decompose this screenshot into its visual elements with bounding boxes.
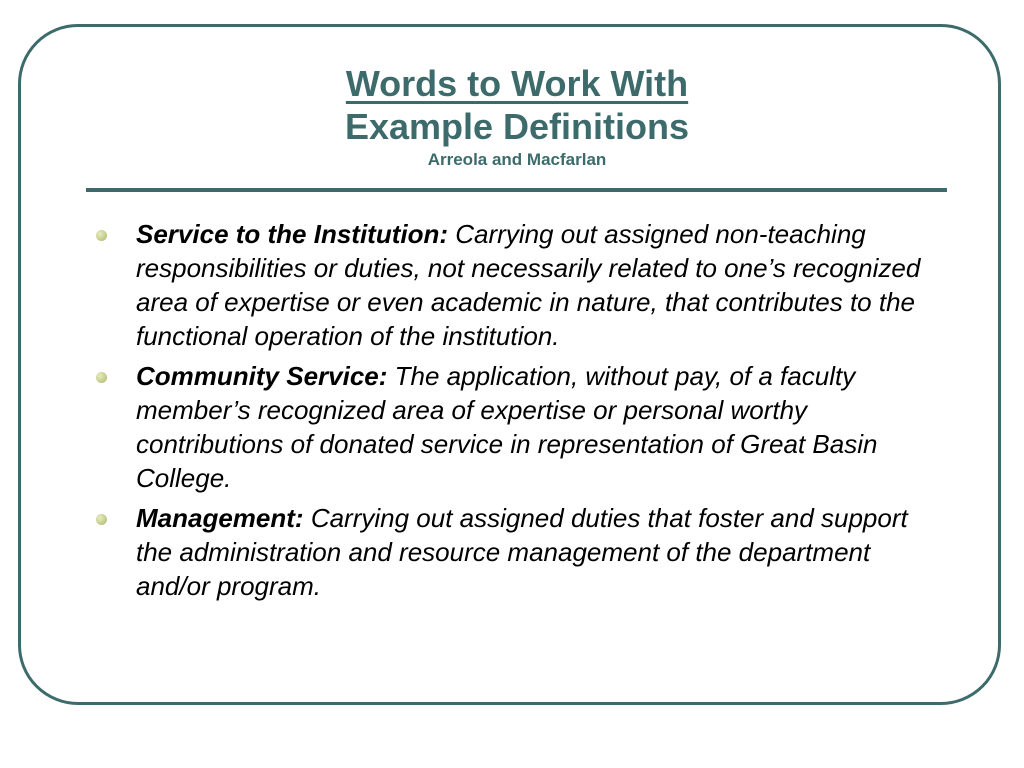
slide-attribution: Arreola and Macfarlan [427, 150, 607, 169]
slide-title: Words to Work With [345, 63, 689, 104]
title-block [0, 62, 1024, 172]
definition-item [96, 359, 946, 495]
definition-text: Carrying out assigned non-teaching responsibilities or duties, not necessarily related to one’s recognized area of expertise or even academic in nature, that contributes to the functional operation of the institution. [136, 219, 921, 351]
definition-item [96, 501, 946, 603]
definition-text: Carrying out assigned duties that foster and support the administration and resource management of the department and/or program. [136, 503, 908, 601]
definition-item [96, 217, 946, 353]
bullet-dot-icon [96, 230, 107, 241]
slide-subtitle: Example Definitions [344, 106, 690, 147]
title-divider [86, 188, 947, 192]
bullet-dot-icon [96, 514, 107, 525]
definition-text: The application, without pay, of a faculty member’s recognized area of expertise or personal worthy contributions of donated service in representation of Great Basin College. [136, 361, 878, 493]
definition-term: Community Service: [136, 361, 388, 391]
bullet-dot-icon [96, 372, 107, 383]
definition-list [96, 217, 946, 609]
definition-term: Service to the Institution: [136, 219, 449, 249]
definition-term: Management: [136, 503, 304, 533]
